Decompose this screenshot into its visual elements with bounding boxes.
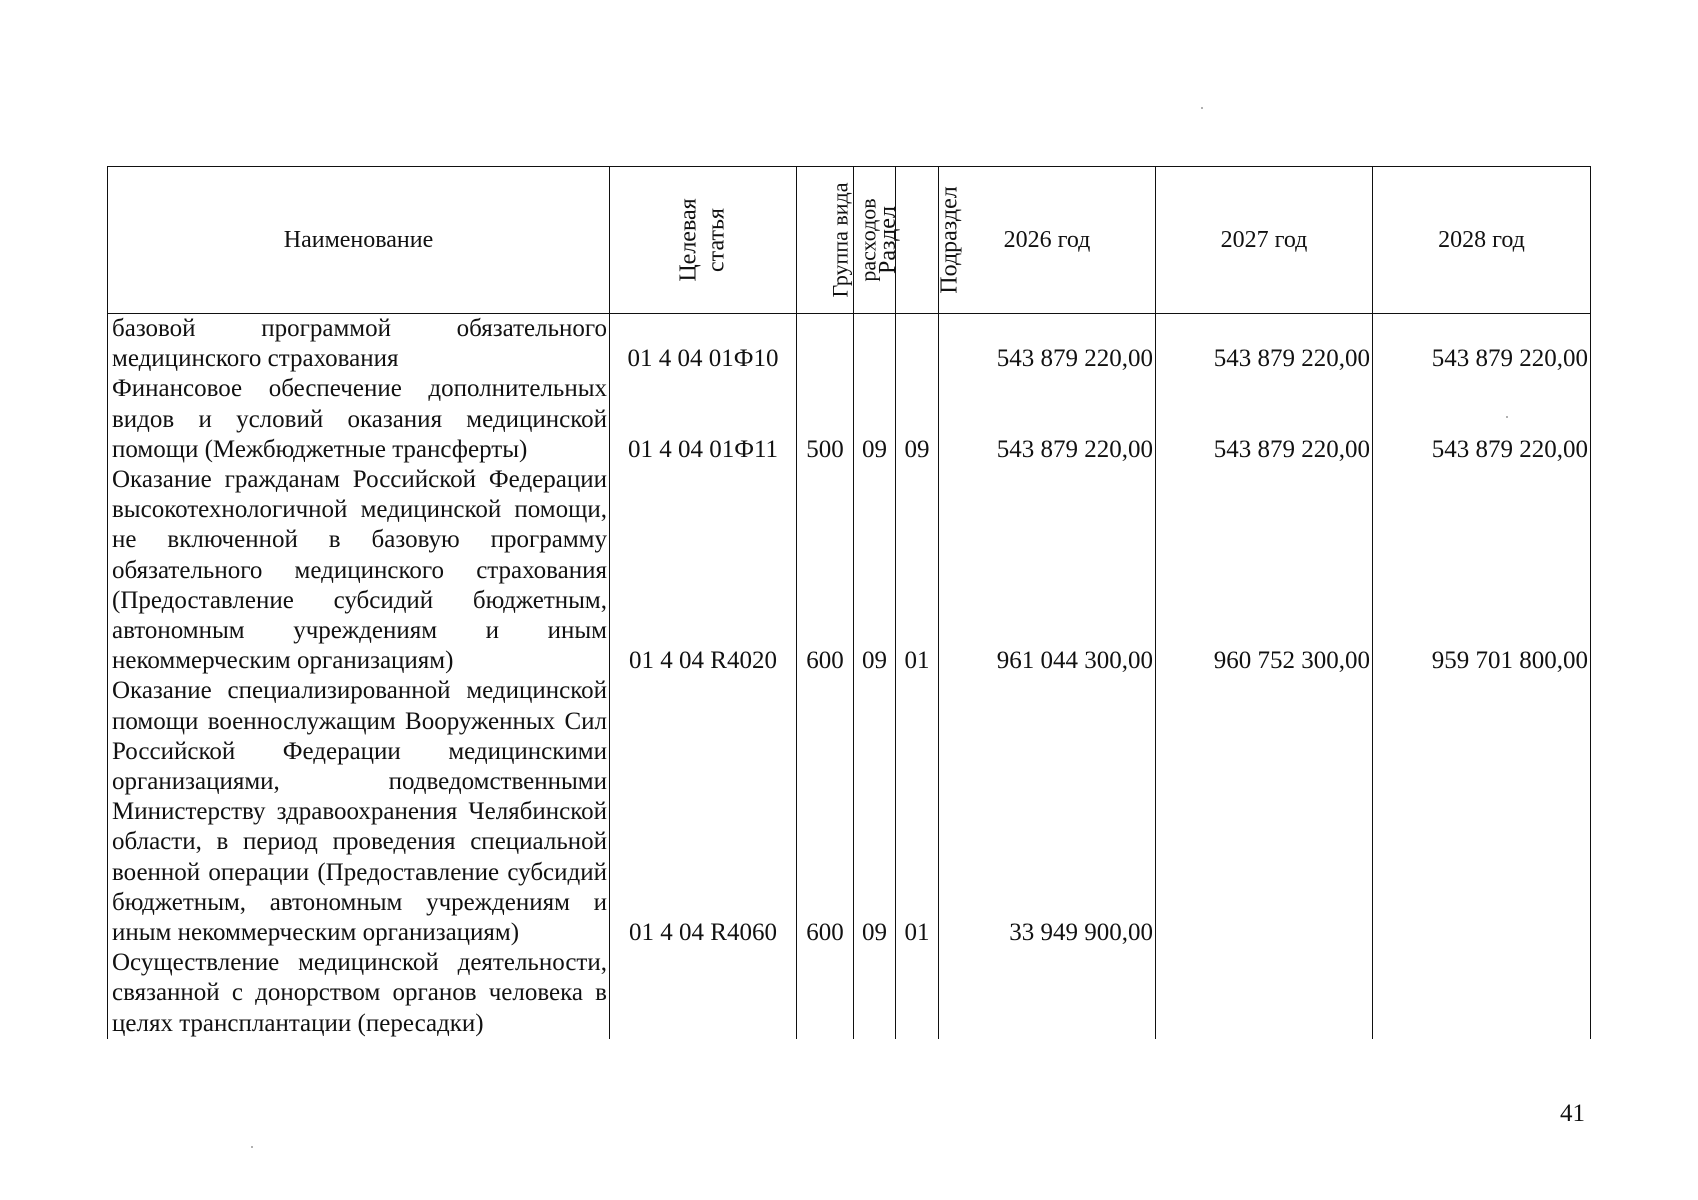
row-section: 09 <box>854 374 896 465</box>
row-name: Финансовое обеспечение дополнительных видов и условий оказания медицинской помощи (Межбюджетные трансферты) <box>108 374 610 465</box>
table-row <box>108 374 1591 465</box>
row-expense-group <box>797 948 854 1039</box>
row-expense-group: 600 <box>797 465 854 676</box>
row-amount-2026: 33 949 900,00 <box>939 676 1156 948</box>
table-row <box>108 314 1591 375</box>
row-subsection <box>896 948 939 1039</box>
row-name: Оказание гражданам Российской Федерации высокотехнологичной медицинской помощи, не включенной в базовую программу обязательного медицинского страхования (Предоставление субсидий бюджетным, автономным учреждениям и иным некоммерческим организациям) <box>108 465 610 676</box>
row-amount-2026 <box>939 948 1156 1039</box>
row-amount-2028: 543 879 220,00 <box>1373 374 1591 465</box>
row-amount-2028 <box>1373 948 1591 1039</box>
row-subsection: 01 <box>896 676 939 948</box>
row-amount-2028: 959 701 800,00 <box>1373 465 1591 676</box>
table-row <box>108 465 1591 676</box>
header-subsection: Подраздел <box>896 167 939 314</box>
header-expense-group: Группа вида расходов <box>797 167 854 314</box>
row-amount-2027: 543 879 220,00 <box>1156 314 1373 375</box>
header-year-2026: 2026 год <box>939 167 1156 314</box>
row-expense-group: 600 <box>797 676 854 948</box>
row-section: 09 <box>854 465 896 676</box>
row-amount-2026: 543 879 220,00 <box>939 314 1156 375</box>
row-section <box>854 948 896 1039</box>
row-name: базовой программой обязательного медицинского страхования <box>108 314 610 375</box>
row-amount-2027 <box>1156 676 1373 948</box>
row-target-article <box>610 948 797 1039</box>
row-expense-group <box>797 314 854 375</box>
header-year-2027: 2027 год <box>1156 167 1373 314</box>
row-amount-2026: 543 879 220,00 <box>939 374 1156 465</box>
table-header-row <box>108 167 1591 314</box>
row-subsection: 09 <box>896 374 939 465</box>
row-subsection: 01 <box>896 465 939 676</box>
row-amount-2028 <box>1373 676 1591 948</box>
scan-speck <box>1506 416 1508 418</box>
row-target-article: 01 4 04 R4060 <box>610 676 797 948</box>
table-row <box>108 676 1591 948</box>
table-row <box>108 948 1591 1039</box>
row-name: Осуществление медицинской деятельности, связанной с донорством органов человека в целях трансплантации (пересадки) <box>108 948 610 1039</box>
scan-speck <box>251 1146 253 1148</box>
row-section <box>854 314 896 375</box>
header-target-article: Целевая статья <box>610 167 797 314</box>
row-subsection <box>896 314 939 375</box>
row-amount-2026: 961 044 300,00 <box>939 465 1156 676</box>
row-target-article: 01 4 04 01Ф10 <box>610 314 797 375</box>
row-amount-2027: 960 752 300,00 <box>1156 465 1373 676</box>
header-section: Раздел <box>854 167 896 314</box>
row-target-article: 01 4 04 01Ф11 <box>610 374 797 465</box>
row-amount-2027: 543 879 220,00 <box>1156 374 1373 465</box>
row-target-article: 01 4 04 R4020 <box>610 465 797 676</box>
budget-table <box>107 166 1591 1039</box>
header-name: Наименование <box>108 167 610 314</box>
page-number: 41 <box>1560 1100 1585 1127</box>
row-section: 09 <box>854 676 896 948</box>
row-amount-2027 <box>1156 948 1373 1039</box>
scan-speck <box>1201 107 1203 109</box>
header-year-2028: 2028 год <box>1373 167 1591 314</box>
row-expense-group: 500 <box>797 374 854 465</box>
row-amount-2028: 543 879 220,00 <box>1373 314 1591 375</box>
row-name: Оказание специализированной медицинской помощи военнослужащим Вооруженных Сил Российской Федерации медицинскими организациями, подведомственными Министерству здравоохранения Челябинской области, в период проведения специальной военной операции (Предоставление субсидий бюджетным, автономным учреждениям и иным некоммерческим организациям) <box>108 676 610 948</box>
